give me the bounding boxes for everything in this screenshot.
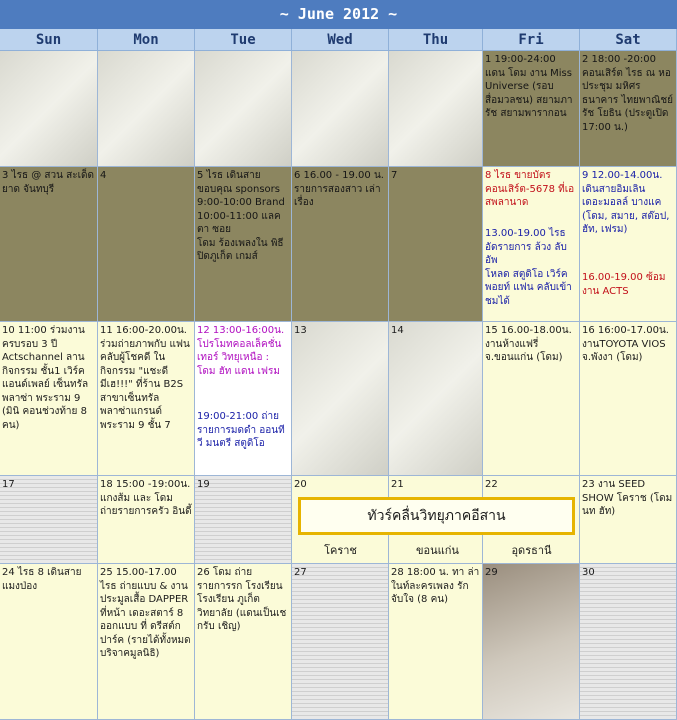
day-cell-24 <box>0 564 98 720</box>
event-text: 21 <box>391 479 404 490</box>
event-text: 10 11:00 ร่วมงาน ครบรอบ 3 ปี Actschannel ลาน กิจกรรม ชั้น1 เวิร์คแอนด์เพลย์ เซ็นทรัลพลาซ่า พระราม 9 (มินิ คอนช่วงท้าย 8 คน) <box>2 325 89 431</box>
day-header-tue: Tue <box>195 29 292 51</box>
day-header-fri: Fri <box>483 29 580 51</box>
event-text: 15 16.00-18.00น. งานห้างแฟรี่ จ.ขอนแก่น (โดม) <box>485 325 572 363</box>
event-text: 25 15.00-17.00 ไรธ ถ่ายแบบ & งานประมูลเสื้อ DAPPER ที่หน้า เดอะสตาร์ 8 ออกแบบ ที่ ดรีสต์กปาร์ค (รายได้ทั้งหมด บริจาคมูลนิธิ) <box>100 567 191 659</box>
day-cell-14 <box>389 322 483 476</box>
day-cell-27 <box>292 564 389 720</box>
event-text: 19 <box>197 479 210 490</box>
day-cell-6 <box>292 167 389 322</box>
day-header-thu: Thu <box>389 29 483 51</box>
event-text: 18 15:00 -19:00น. แกงส้ม และ โดม ถ่ายรายการครัว อินดี้ <box>100 479 192 517</box>
day-cell-empty <box>0 51 98 167</box>
event-text: 16 16:00-17.00น. งานTOYOTA VIOS จ.พังงา (โดม) <box>582 325 669 363</box>
event-text: 16.00-19.00 ซ้อม งาน ACTS <box>582 272 666 297</box>
event-text: 17 <box>2 479 15 490</box>
day-cell-2 <box>580 51 677 167</box>
day-cell-25 <box>98 564 195 720</box>
day-cell-29 <box>483 564 580 720</box>
day-header-wed: Wed <box>292 29 389 51</box>
day-cell-empty <box>292 51 389 167</box>
event-text: 27 <box>294 567 307 578</box>
day-cell-empty <box>195 51 292 167</box>
day-cell-3 <box>0 167 98 322</box>
event-text: 13 <box>294 325 307 336</box>
day-header-sat: Sat <box>580 29 677 51</box>
event-text: 3 ไรธ @ สวน สะเด็ดยาด จันทบุรี <box>2 170 95 195</box>
city-label-khonkaen: ขอนแก่น <box>416 544 459 557</box>
city-label-udon: อุดรธานี <box>511 544 552 557</box>
event-text: 29 <box>485 567 498 578</box>
city-label-korat: โคราช <box>324 544 357 557</box>
day-cell-16 <box>580 322 677 476</box>
event-text: 11 16:00-20.00น. ร่วมถ่ายภาพกับ แฟนคลับผู้โชคดี ในกิจกรรม "แชะดี มีเฮ!!!" ที่ร้าน B2S สาขาเซ็นทรัล พลาซ่าแกรนด์ พระราม 9 ชั้น 7 <box>100 325 190 431</box>
event-text: 22 <box>485 479 498 490</box>
day-cell-11 <box>98 322 195 476</box>
day-cell-1 <box>483 51 580 167</box>
event-text: 6 16.00 - 19.00 น. รายการสองสาว เล่าเรื่อง <box>294 170 384 208</box>
day-header-mon: Mon <box>98 29 195 51</box>
day-cell-30 <box>580 564 677 720</box>
event-text: 23 งาน SEED SHOW โคราช (โดม นท ฮัท) <box>582 479 673 517</box>
day-cell-empty <box>389 51 483 167</box>
tour-banner: ทัวร์คลื่นวิทยุภาคอีสาน <box>298 497 575 535</box>
day-cell-15 <box>483 322 580 476</box>
event-text: 14 <box>391 325 404 336</box>
event-text: 24 ไรธ 8 เดินสาย แมงป่อง <box>2 567 82 592</box>
day-cell-26 <box>195 564 292 720</box>
event-text: 2 18:00 -20:00 คอนเสิร์ต ไรธ ณ หอประชุม มหิศร ธนาคาร ไทยพาณิชย์ รัช โยธิน (ประตูเปิด 17:00 น.) <box>582 54 674 133</box>
event-text: 20 <box>294 479 307 490</box>
day-cell-8 <box>483 167 580 322</box>
day-cell-28 <box>389 564 483 720</box>
calendar-title: ~ June 2012 ~ <box>0 0 677 30</box>
day-cell-4 <box>98 167 195 322</box>
day-cell-13 <box>292 322 389 476</box>
event-text: 13.00-19.00 ไรธ อัดรายการ ล้วง ลับอัพ โหลด สตูดิโอ เวิร์คพอยท์ แฟน คลับเข้าชมได้ <box>485 228 572 307</box>
day-header-sun: Sun <box>0 29 98 51</box>
event-text: 1 19:00-24:00 แดน โดม งาน Miss Universe (รอบสื่อมวลชน) สยามภารัช สยามพารากอน <box>485 54 573 119</box>
day-cell-12 <box>195 322 292 476</box>
event-text: 28 18:00 น. ทา ล่าในท์ละครเพลง รักจับใจ (8 คน) <box>391 567 480 605</box>
day-cell-23 <box>580 476 677 564</box>
event-text: 5 ไรธ เดินสาย ขอบคุณ sponsors 9:00-10:00 Brand 10:00-11:00 แลคตา ซอย โดม ร้องเพลงใน พิธีปิดภูเก็ต เกมส์ <box>197 170 285 262</box>
day-cell-empty <box>98 51 195 167</box>
day-cell-5 <box>195 167 292 322</box>
event-text: 8 ไรธ ขายบัตร คอนเสิร์ต-5678 ที่เอสพลานาด <box>485 170 575 208</box>
day-cell-10 <box>0 322 98 476</box>
event-text: 19:00-21:00 ถ่าย รายการมดดำ ออนทีวี มนตรี สตูดิโอ <box>197 411 285 449</box>
day-cell-7 <box>389 167 483 322</box>
event-text: 7 <box>391 170 398 181</box>
day-cell-18 <box>98 476 195 564</box>
event-text: 9 12.00-14.00น. เดินสายอิมเลิน เดอะมอลล์ บางแค (โดม, สมาย, สต๊อป, ฮัท, เฟรม) <box>582 170 670 235</box>
event-text: 12 13:00-16:00น. โปรโมทคอลเล็คชั่น เทอร์ วิทยุเหนือ : โดม ฮัท แดน เฟรม <box>197 325 285 377</box>
event-text: 4 <box>100 170 107 181</box>
event-text: 30 <box>582 567 595 578</box>
day-cell-19 <box>195 476 292 564</box>
event-text: 26 โดม ถ่าย รายการรก โรงเรียน โรงเรียน ภูเก็ตวิทยาลัย (แดนเป็นเชกรับ เชิญ) <box>197 567 287 632</box>
day-cell-17 <box>0 476 98 564</box>
day-cell-9 <box>580 167 677 322</box>
